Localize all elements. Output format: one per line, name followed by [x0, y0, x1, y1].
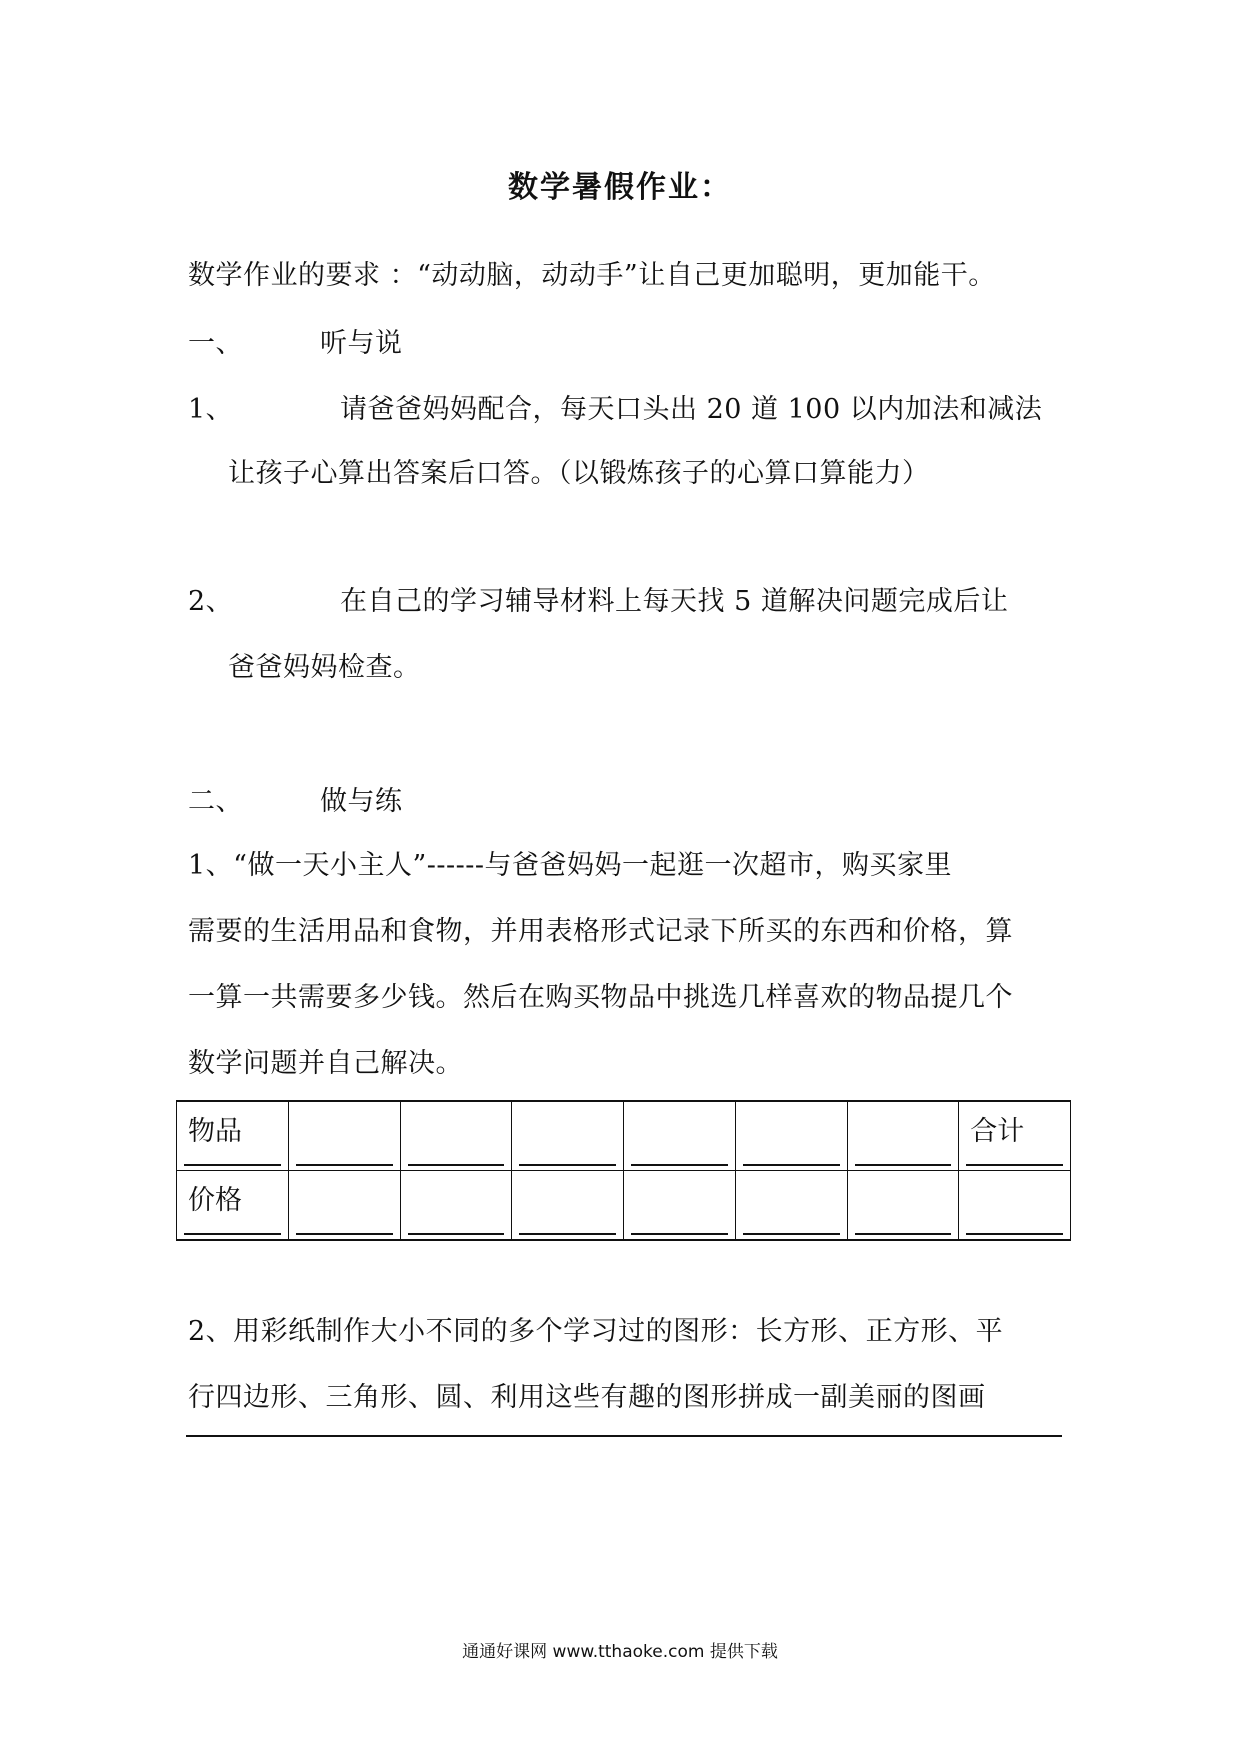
section-2-item-1-line-4: 数学问题并自己解决。 [188, 1048, 463, 1079]
section-2-number: 二、 [188, 786, 243, 817]
blank-price-cell [743, 1175, 840, 1235]
table-cell [847, 1101, 959, 1171]
table-cell [288, 1171, 400, 1241]
page-title: 数学暑假作业： [508, 170, 732, 205]
requirement-text: 数学作业的要求 ：“动动脑，动动手”让自己更加聪明，更加能干。 [188, 260, 996, 291]
total-label: 合计 [966, 1106, 1063, 1166]
table-cell [400, 1171, 512, 1241]
table-cell [959, 1101, 1071, 1171]
blank-item-cell [855, 1106, 952, 1166]
section-2-heading [188, 784, 403, 820]
table-cell [177, 1101, 289, 1171]
section-2-item-1-line-1: 1、“做一天小主人”------与爸爸妈妈一起逛一次超市，购买家里 [188, 850, 953, 881]
blank-item-cell [519, 1106, 616, 1166]
table-cell [735, 1171, 847, 1241]
table-cell [512, 1101, 624, 1171]
blank-item-cell [743, 1106, 840, 1166]
section-2-item-2-line-2: 行四边形、三角形、圆、利用这些有趣的图形拼成一副美丽的图画 [188, 1382, 986, 1413]
blank-item-cell [408, 1106, 505, 1166]
table-cell [959, 1171, 1071, 1241]
horizontal-rule [186, 1435, 1062, 1437]
section-1-item-2-line-1: 在自己的学习辅导材料上每天找 5 道解决问题完成后让 [340, 586, 1009, 617]
section-2-item-1-line-3: 一算一共需要多少钱。然后在购买物品中挑选几样喜欢的物品提几个 [188, 982, 1013, 1013]
section-2-label: 做与练 [320, 786, 403, 817]
row-label-items: 物品 [184, 1106, 281, 1166]
table-row-items [177, 1101, 1071, 1171]
table-cell [735, 1101, 847, 1171]
table-cell [288, 1101, 400, 1171]
blank-price-cell [631, 1175, 728, 1235]
blank-item-cell [631, 1106, 728, 1166]
page-footer: 通通好课网 www.tthaoke.com 提供下载 [462, 1642, 778, 1662]
section-1-item-1-number: 1、 [188, 394, 234, 425]
section-1-heading [188, 326, 403, 362]
section-1-number: 一、 [188, 328, 243, 359]
blank-item-cell [296, 1106, 393, 1166]
section-1-item-2-line-2: 爸爸妈妈检查。 [228, 652, 421, 683]
table-cell [847, 1171, 959, 1241]
section-2-item-1-line-2: 需要的生活用品和食物，并用表格形式记录下所买的东西和价格，算 [188, 916, 1013, 947]
row-label-prices: 价格 [184, 1175, 281, 1235]
section-1-item-1-line-1: 请爸爸妈妈配合，每天口头出 20 道 100 以内加法和减法 [340, 394, 1043, 425]
table-cell [512, 1171, 624, 1241]
table-cell [624, 1101, 736, 1171]
blank-price-cell [296, 1175, 393, 1235]
blank-price-cell [408, 1175, 505, 1235]
purchase-record-table [176, 1100, 1071, 1241]
blank-total-cell [966, 1175, 1063, 1235]
section-1-item-1-line-2: 让孩子心算出答案后口答。（以锻炼孩子的心算口算能力） [228, 458, 930, 489]
section-1-label: 听与说 [320, 328, 403, 359]
section-1-item-2-number: 2、 [188, 586, 234, 617]
section-2-item-2-line-1: 2、用彩纸制作大小不同的多个学习过的图形：长方形、正方形、平 [188, 1316, 1004, 1347]
table-row-prices [177, 1171, 1071, 1241]
table-cell [177, 1171, 289, 1241]
table-cell [400, 1101, 512, 1171]
table-cell [624, 1171, 736, 1241]
blank-price-cell [519, 1175, 616, 1235]
blank-price-cell [855, 1175, 952, 1235]
